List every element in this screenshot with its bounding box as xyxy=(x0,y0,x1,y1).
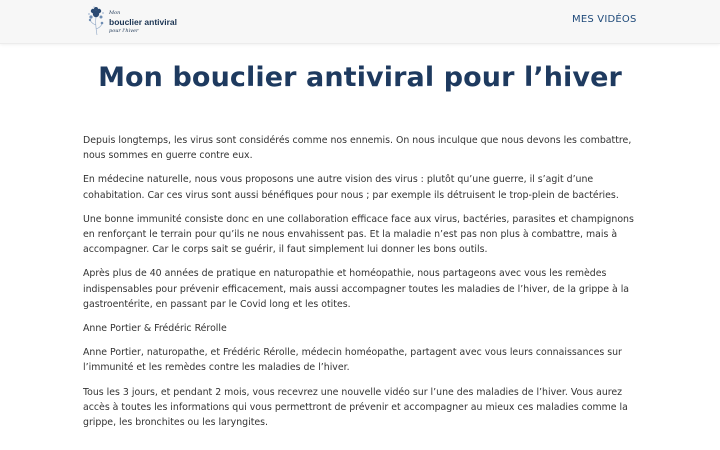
logo-text-line1: Mon xyxy=(109,10,121,16)
schedule-paragraph: Tous les 3 jours, et pendant 2 mois, vous recevrez une nouvelle vidéo sur l’une des maladies de l’hiver. Vous aurez accès à toutes les informations qui vous permettront de prévenir et accompagner au mieux ces maladies comme la grippe, les bronchites ou les laryngites. xyxy=(83,386,628,429)
site-logo[interactable] xyxy=(86,5,178,39)
main-content xyxy=(83,133,638,439)
site-header xyxy=(0,0,720,44)
flower-logo-icon xyxy=(86,5,108,37)
natural-medicine-paragraph: En médecine naturelle, nous vous proposons une autre vision des virus : plutôt qu’une guerre, il s’agit d’une cohabitation. Car ces virus sont aussi bénéfiques pour nous ; par exemple ils détruisent le trop-plein de bactéries. xyxy=(83,174,619,201)
authors-bio-paragraph: Anne Portier, naturopathe, et Frédéric Rérolle, médecin homéopathe, partagent avec vous leurs connaissances sur l’immunité et les remèdes contre les maladies de l’hiver. xyxy=(83,347,622,374)
logo-text-line2: bouclier antiviral xyxy=(109,17,178,27)
nav-my-videos-link[interactable]: MES VIDÉOS xyxy=(572,14,637,25)
logo-text-line3: pour l'hiver xyxy=(109,28,139,34)
page-title: Mon bouclier antiviral pour l’hiver xyxy=(98,62,622,93)
authors-signature: Anne Portier & Frédéric Rérolle xyxy=(83,323,227,335)
experience-paragraph: Après plus de 40 années de pratique en naturopathie et homéopathie, nous partageons avec vous les remèdes indispensables pour prévenir efficacement, mais aussi accompagner toutes les maladies de l’hiver, de la grippe à la gastroentérite, en passant par le Covid long et les otites. xyxy=(83,268,630,310)
immunity-paragraph: Une bonne immunité consiste donc en une collaboration efficace face aux virus, bactéries, parasites et champignons en renforçant le terrain pour qu’ils ne nous envahissent pas. Et la maladie n’est pas non plus à combattre, mais à accompagner. Car le corps sait se guérir, il faut simplement lui donner les bons outils. xyxy=(83,213,634,256)
intro-paragraph: Depuis longtemps, les virus sont considérés comme nos ennemis. On nous inculque que nous devons les combattre, nous sommes en guerre contre eux. xyxy=(83,135,632,162)
